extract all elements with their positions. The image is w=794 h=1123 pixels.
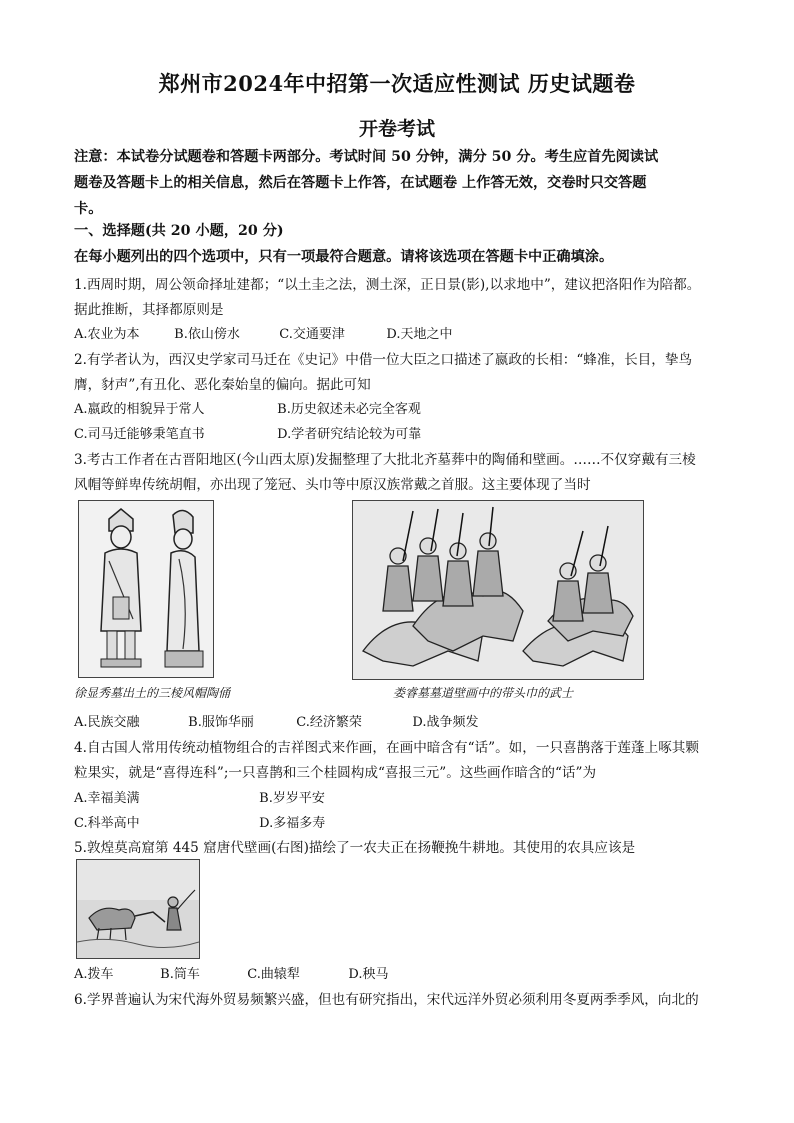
section-heading: 一、选择题(共 20 小题，20 分)	[74, 223, 284, 239]
page-title: 郑州市2024年中招第一次适应性测试 历史试题卷	[158, 71, 636, 96]
notice-line-1: 注意：本试卷分试题卷和答题卡两部分。考试时间 50 分钟，满分 50 分。考生应首先阅读试	[74, 149, 659, 165]
question-1-line-1: 1.西周时期，周公领命择址建都；“以土圭之法，测土深，正日景(影),以求地中”，建议把洛阳作为陪都。	[74, 277, 701, 293]
question-5-option-a: A.拨车	[74, 967, 114, 982]
plowing-mural-image	[76, 859, 200, 959]
mural-drawing	[353, 501, 643, 679]
question-4-options-row-2	[74, 812, 325, 831]
question-3-option-a: A.民族交融	[74, 715, 140, 730]
question-3-option-c: C.经济繁荣	[296, 715, 362, 730]
question-4-option-b: B.岁岁平安	[259, 791, 325, 806]
question-2-line-1: 2.有学者认为，西汉史学家司马迁在《史记》中借一位大臣之口描述了嬴政的长相：“蜂准，长目，挚鸟	[74, 352, 693, 368]
question-4-option-d: D.多福多寿	[259, 816, 326, 831]
question-5-option-b: B.筒车	[160, 967, 200, 982]
figurine-image	[78, 500, 214, 678]
question-3-line-2: 风帽等鲜卑传统胡帽，亦出现了笼冠、头巾等中原汉族常戴之首服。这主要体现了当时	[74, 477, 591, 493]
mural-image	[352, 500, 644, 680]
question-4-option-a: A.幸福美满	[74, 791, 140, 806]
question-4-option-c: C.科举高中	[74, 816, 140, 831]
question-1-option-b: B.依山傍水	[174, 327, 240, 342]
question-2-option-a: A.嬴政的相貌异于常人	[74, 402, 205, 417]
question-2-option-d: D.学者研究结论较为可靠	[277, 427, 422, 442]
question-5-option-c: C.曲辕犁	[247, 967, 300, 982]
question-5-option-d: D.秧马	[348, 967, 389, 982]
question-2-option-b: B.历史叙述未必完全客观	[277, 402, 421, 417]
question-4-line-1: 4.自古国人常用传统动植物组合的吉祥图式来作画，在画中暗含有“话”。如，一只喜鹊落于莲蓬上啄其颗	[74, 740, 699, 756]
question-3-option-d: D.战争频发	[412, 715, 479, 730]
question-6-line-1: 6.学界普遍认为宋代海外贸易频繁兴盛，但也有研究指出，宋代远洋外贸必须利用冬夏两季季风，向北的	[74, 992, 699, 1008]
figurine-drawing	[79, 501, 213, 677]
notice-line-2: 题卷及答题卡上的相关信息，然后在答题卡上作答，在试题卷 上作答无效，交卷时只交答题	[74, 175, 647, 191]
question-5-options	[74, 963, 389, 982]
mural-caption: 娄睿墓墓道壁画中的带头巾的武士	[393, 686, 574, 700]
question-1-option-a: A.农业为本	[74, 327, 140, 342]
question-3-option-b: B.服饰华丽	[188, 715, 254, 730]
notice-line-3: 卡。	[74, 201, 103, 217]
question-2-options-row-1	[74, 398, 421, 417]
question-2-options-row-2	[74, 423, 421, 442]
question-1-options	[74, 323, 453, 342]
question-1-option-c: C.交通要津	[279, 327, 345, 342]
question-4-line-2: 粒果实，就是“喜得连科”;一只喜鹊和三个桂圆构成“喜报三元”。这些画作暗含的“话”为	[74, 765, 597, 781]
question-2-option-c: C.司马迁能够秉笔直书	[74, 427, 205, 442]
question-1-line-2: 据此推断，其择都原则是	[74, 302, 224, 318]
exam-notice	[74, 144, 724, 222]
plowing-mural-drawing	[77, 860, 199, 958]
page-subtitle: 开卷考试	[358, 118, 435, 140]
question-3-options	[74, 711, 479, 730]
question-2-line-2: 膺，豺声”,有丑化、恶化秦始皇的偏向。据此可知	[74, 377, 371, 393]
section-instruction: 在每小题列出的四个选项中，只有一项最符合题意。请将该选项在答题卡中正确填涂。	[74, 249, 614, 265]
question-3-line-1: 3.考古工作者在古晋阳地区(今山西太原)发掘整理了大批北齐墓葬中的陶俑和壁画。……不仅穿戴有三棱	[74, 452, 696, 468]
figurine-caption: 徐显秀墓出土的三棱风帽陶俑	[74, 686, 231, 700]
question-5-line-1: 5.敦煌莫高窟第 445 窟唐代壁画(右图)描绘了一农夫正在扬鞭挽牛耕地。其使用的农具应该是	[74, 840, 636, 856]
question-1-option-d: D.天地之中	[386, 327, 453, 342]
question-4-options-row-1	[74, 787, 325, 806]
